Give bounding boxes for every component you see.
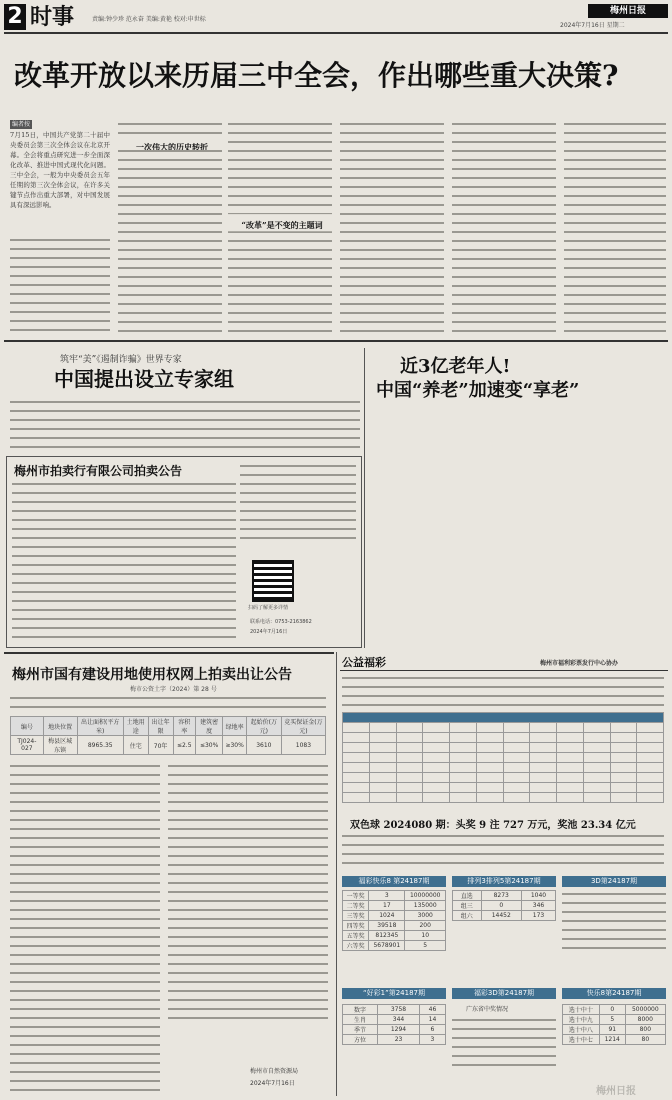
issue-date: 2024年7月16日 星期二 xyxy=(560,22,625,29)
prize-cell: 5 xyxy=(599,1015,625,1025)
land-table-cell: ≤2.5 xyxy=(173,736,195,755)
lead-subhead-2: “改革”是不变的主题词 xyxy=(241,220,323,230)
prize-cell: 数字 xyxy=(343,1005,378,1015)
auction-contact: 联系电话：0753-2163862 xyxy=(250,619,312,625)
prize-cell: 3 xyxy=(419,1035,445,1045)
land-subtitle: 梅市公资土字（2024）第 28 号 xyxy=(130,686,217,693)
prize-cell: 3 xyxy=(369,891,405,901)
prize-cell: 五等奖 xyxy=(343,931,369,941)
qr-caption: 扫码了解更多详情 xyxy=(248,605,289,611)
scam-kicker: 筑牢“美”《遏制诈骗》世界专家 xyxy=(60,355,182,365)
prize-cell: 1294 xyxy=(378,1025,420,1035)
prize-cell: 0 xyxy=(599,1005,625,1015)
prize-cell: 173 xyxy=(521,911,555,921)
land-body-right xyxy=(168,762,328,1022)
prize-cell: 91 xyxy=(599,1025,625,1035)
lottery-top-rule xyxy=(340,670,668,671)
lead-subhead-1: 一次伟大的历史转折 xyxy=(136,142,208,152)
prize-table-2 xyxy=(452,890,556,921)
land-parcel-table xyxy=(10,716,326,755)
land-table-cell: 8965.35 xyxy=(77,736,123,755)
prize-cell: 生肖 xyxy=(343,1015,378,1025)
prize-cell: 135000 xyxy=(405,901,446,911)
prize-row xyxy=(343,1015,446,1025)
prize-cell: 3758 xyxy=(378,1005,420,1015)
prize-cell: 选十中十 xyxy=(563,1005,600,1015)
prize-cell: 季节 xyxy=(343,1025,378,1035)
lottery-box-title-3: 3D第24187期 xyxy=(562,876,666,887)
lottery-box-title-2: 排列3排列5第24187期 xyxy=(452,876,556,887)
page-number-box xyxy=(4,4,26,30)
prize-cell: 14452 xyxy=(481,911,521,921)
prize-table-4 xyxy=(342,1004,446,1045)
elderly-headline-1: 近3亿老年人! xyxy=(400,356,511,377)
prize-cell: 8000 xyxy=(625,1015,665,1025)
region-label: 广东省中奖情况 xyxy=(466,1006,509,1013)
prize-cell: 二等奖 xyxy=(343,901,369,911)
land-table-header: 编号 xyxy=(11,717,44,736)
prize-cell: 46 xyxy=(419,1005,445,1015)
prize-cell: 组六 xyxy=(453,911,482,921)
lead-bottom-rule xyxy=(4,340,668,342)
lead-body-col-6 xyxy=(564,120,666,334)
prize-cell: 选十中七 xyxy=(563,1035,600,1045)
prize-row xyxy=(343,1025,446,1035)
masthead-logo: 梅州日报 xyxy=(588,4,668,18)
staff-credits: 责编:钟少珍 范永奋 美编:黄艳 校对:申世标 xyxy=(92,16,206,23)
prize-cell: 组三 xyxy=(453,901,482,911)
column-divider xyxy=(364,348,365,648)
land-table-cell: ≥30% xyxy=(223,736,246,755)
prize-row xyxy=(343,931,446,941)
land-table-header: 出让面积(平方米) xyxy=(77,717,123,736)
lottery-box-title-6: 快乐8第24187期 xyxy=(562,988,666,999)
lottery-box-3-body xyxy=(562,890,666,950)
prize-cell: 六等奖 xyxy=(343,941,369,951)
prize-row xyxy=(343,1035,446,1045)
prize-cell: 一等奖 xyxy=(343,891,369,901)
qr-code-image xyxy=(252,560,294,602)
prize-cell: 0 xyxy=(481,901,521,911)
prize-cell: 80 xyxy=(625,1035,665,1045)
scam-body xyxy=(10,398,360,452)
lottery-numbers-block xyxy=(342,674,664,708)
auction-date: 2024年7月16日 xyxy=(250,629,288,635)
lottery-issuer: 梅州市福利彩票发行中心协办 xyxy=(540,660,619,667)
prize-cell: 800 xyxy=(625,1025,665,1035)
prize-row xyxy=(563,1025,666,1035)
prize-cell: 346 xyxy=(521,901,555,911)
land-table-cell: 梅县区城东镇 xyxy=(43,736,77,755)
prize-cell: 5 xyxy=(405,941,446,951)
prize-cell: 方位 xyxy=(343,1035,378,1045)
page-number: 2 xyxy=(7,4,23,29)
prize-row xyxy=(343,921,446,931)
prize-cell: 17 xyxy=(369,901,405,911)
lottery-column-title: 公益福彩 xyxy=(342,656,386,669)
prize-row xyxy=(343,901,446,911)
lead-intro: 7月15日，中国共产党第二十届中央委员会第三次全体会议在北京开幕。全会将重点研究进一步全面深化改革、推进中国式现代化问题。三中全会，一般为中央委员会五年任期的第三次全体会议，在许多关键节点作出重大部署，对中国发展具有深远影响。 xyxy=(10,131,110,209)
land-body-left xyxy=(10,762,160,1092)
editor-note-tag: 编者按 xyxy=(12,121,31,128)
prize-cell: 14 xyxy=(419,1015,445,1025)
prize-cell: 8273 xyxy=(481,891,521,901)
land-table-cell: 1083 xyxy=(281,736,325,755)
land-table-header: 竞买保证金(万元) xyxy=(281,717,325,736)
land-table-header: 起始价(万元) xyxy=(246,717,281,736)
land-table-cell: TJ024-027 xyxy=(11,736,44,755)
land-table-header: 容积率 xyxy=(173,717,195,736)
prize-cell: 选十中八 xyxy=(563,1025,600,1035)
elderly-headline-2: 中国“养老”加速变“享老” xyxy=(376,380,580,401)
prize-row xyxy=(343,1005,446,1015)
section-name: 时事 xyxy=(30,4,75,30)
prize-cell: 344 xyxy=(378,1015,420,1025)
land-table-cell: 70年 xyxy=(148,736,173,755)
prize-cell: 1024 xyxy=(369,911,405,921)
land-intro xyxy=(10,694,326,712)
land-table-header: 出让年限 xyxy=(148,717,173,736)
prize-row xyxy=(343,891,446,901)
land-table-header: 土地用途 xyxy=(123,717,148,736)
lead-body-col-2 xyxy=(118,120,222,334)
prize-cell: 10000000 xyxy=(405,891,446,901)
prize-row xyxy=(453,891,556,901)
prize-row xyxy=(453,901,556,911)
land-table-header: 绿地率 xyxy=(223,717,246,736)
land-table-header: 建筑密度 xyxy=(195,717,223,736)
lottery-result-note xyxy=(342,832,664,868)
prize-row xyxy=(343,911,446,921)
lead-headline: 改革开放以来历届三中全会，作出哪些重大决策? xyxy=(14,59,619,92)
prize-cell: 39518 xyxy=(369,921,405,931)
lead-body-col-1 xyxy=(10,236,110,334)
lottery-big-result: 双色球 2024080 期：头奖 9 注 727 万元，奖池 23.34 亿元 xyxy=(350,820,636,831)
lead-body-col-5 xyxy=(452,120,556,334)
auction-body xyxy=(12,480,236,638)
prize-cell: 1040 xyxy=(521,891,555,901)
prize-cell: 选十中九 xyxy=(563,1015,600,1025)
prize-cell: 812345 xyxy=(369,931,405,941)
prize-row xyxy=(563,1035,666,1045)
lottery-box-title-4: “好彩1”第24187期 xyxy=(342,988,446,999)
land-top-rule xyxy=(4,652,334,654)
lottery-divider xyxy=(336,652,337,1096)
prize-row xyxy=(453,911,556,921)
prize-cell: 3000 xyxy=(405,911,446,921)
prize-table-1 xyxy=(342,890,446,951)
lottery-box-title-5: 福彩3D第24187期 xyxy=(452,988,556,999)
land-table-cell: 住宅 xyxy=(123,736,148,755)
prize-cell: 5000000 xyxy=(625,1005,665,1015)
lottery-box-title-1: 福彩快乐8 第24187期 xyxy=(342,876,446,887)
lottery-grid xyxy=(342,712,664,803)
land-publisher: 梅州市自然资源局 xyxy=(250,1068,299,1075)
land-table-cell: ≤30% xyxy=(195,736,223,755)
land-table-header: 地块位置 xyxy=(43,717,77,736)
prize-row xyxy=(343,941,446,951)
watermark-logo: 梅州日报 xyxy=(596,1086,636,1097)
land-title: 梅州市国有建设用地使用权网上拍卖出让公告 xyxy=(12,667,292,683)
prize-row xyxy=(563,1005,666,1015)
prize-cell: 四等奖 xyxy=(343,921,369,931)
prize-cell: 1214 xyxy=(599,1035,625,1045)
prize-cell: 三等奖 xyxy=(343,911,369,921)
prize-cell: 5678901 xyxy=(369,941,405,951)
land-date: 2024年7月16日 xyxy=(250,1080,295,1087)
elderly-body xyxy=(370,410,666,646)
scam-headline: 中国提出设立专家组 xyxy=(54,367,234,391)
lottery-box-5-body xyxy=(452,1016,556,1066)
land-table-cell: 3610 xyxy=(246,736,281,755)
header-rule xyxy=(4,32,668,34)
prize-row xyxy=(563,1015,666,1025)
prize-cell: 6 xyxy=(419,1025,445,1035)
prize-cell: 直选 xyxy=(453,891,482,901)
prize-cell: 23 xyxy=(378,1035,420,1045)
lead-body-col-4 xyxy=(340,120,444,334)
prize-table-6 xyxy=(562,1004,666,1045)
prize-cell: 200 xyxy=(405,921,446,931)
prize-cell: 10 xyxy=(405,931,446,941)
auction-body-right xyxy=(240,462,356,542)
auction-title: 梅州市拍卖行有限公司拍卖公告 xyxy=(14,464,183,478)
